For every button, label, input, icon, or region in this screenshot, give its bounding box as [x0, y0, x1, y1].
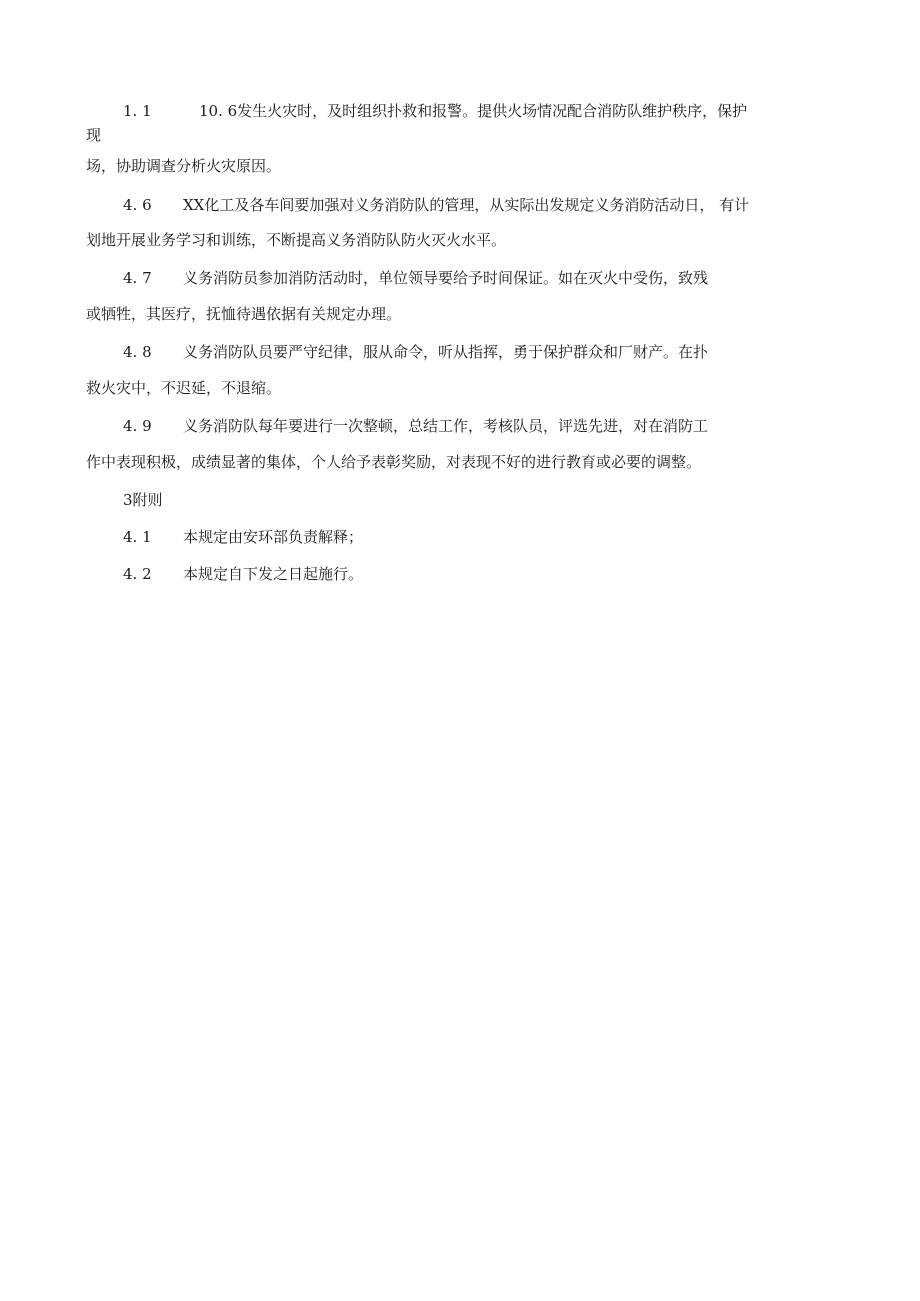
paragraph-line: 义务消防队每年要进行一次整顿，总结工作，考核队员，评选先进，对在消防工: [183, 417, 709, 435]
paragraph-line: 10. 6发生火灾时，及时组织扑救和报警。提供火场情况配合消防队维护秩序，保护: [199, 102, 748, 120]
paragraph-number: 1. 1: [123, 102, 152, 120]
clause-text: 本规定自下发之日起施行。: [183, 565, 364, 583]
paragraph-number: 4. 9: [123, 417, 152, 435]
section-heading: 3附则: [123, 491, 163, 509]
paragraph-number: 4. 8: [123, 343, 152, 361]
paragraph-number: 4. 6: [123, 196, 152, 214]
paragraph-line: 场，协助调查分析火灾原因。: [86, 157, 282, 175]
paragraph-line: 义务消防队员要严守纪律，服从命令，听从指挥，勇于保护群众和厂财产。在扑: [183, 343, 709, 361]
clause-number: 4. 2: [123, 565, 152, 583]
clause-text: 本规定由安环部负责解释；: [183, 528, 364, 546]
paragraph-line: 或牺牲，其医疗，抚恤待遇依据有关规定办理。: [86, 305, 402, 323]
paragraph-line: 义务消防员参加消防活动时，单位领导要给予时间保证。如在灭火中受伤，致残: [183, 269, 709, 287]
paragraph-line: XX化工及各车间要加强对义务消防队的管理，从实际出发规定义务消防活动日， 有计: [183, 196, 750, 214]
paragraph-line: 救火灾中，不迟延，不退缩。: [86, 379, 282, 397]
paragraph-line: 现: [86, 126, 102, 144]
paragraph-number: 4. 7: [123, 269, 152, 287]
clause-number: 4. 1: [123, 528, 152, 546]
paragraph-line: 划地开展业务学习和训练，不断提高义务消防队防火灭火水平。: [86, 231, 507, 249]
paragraph-line: 作中表现积极，成绩显著的集体，个人给予表彰奖励，对表现不好的进行教育或必要的调整。: [86, 453, 702, 471]
